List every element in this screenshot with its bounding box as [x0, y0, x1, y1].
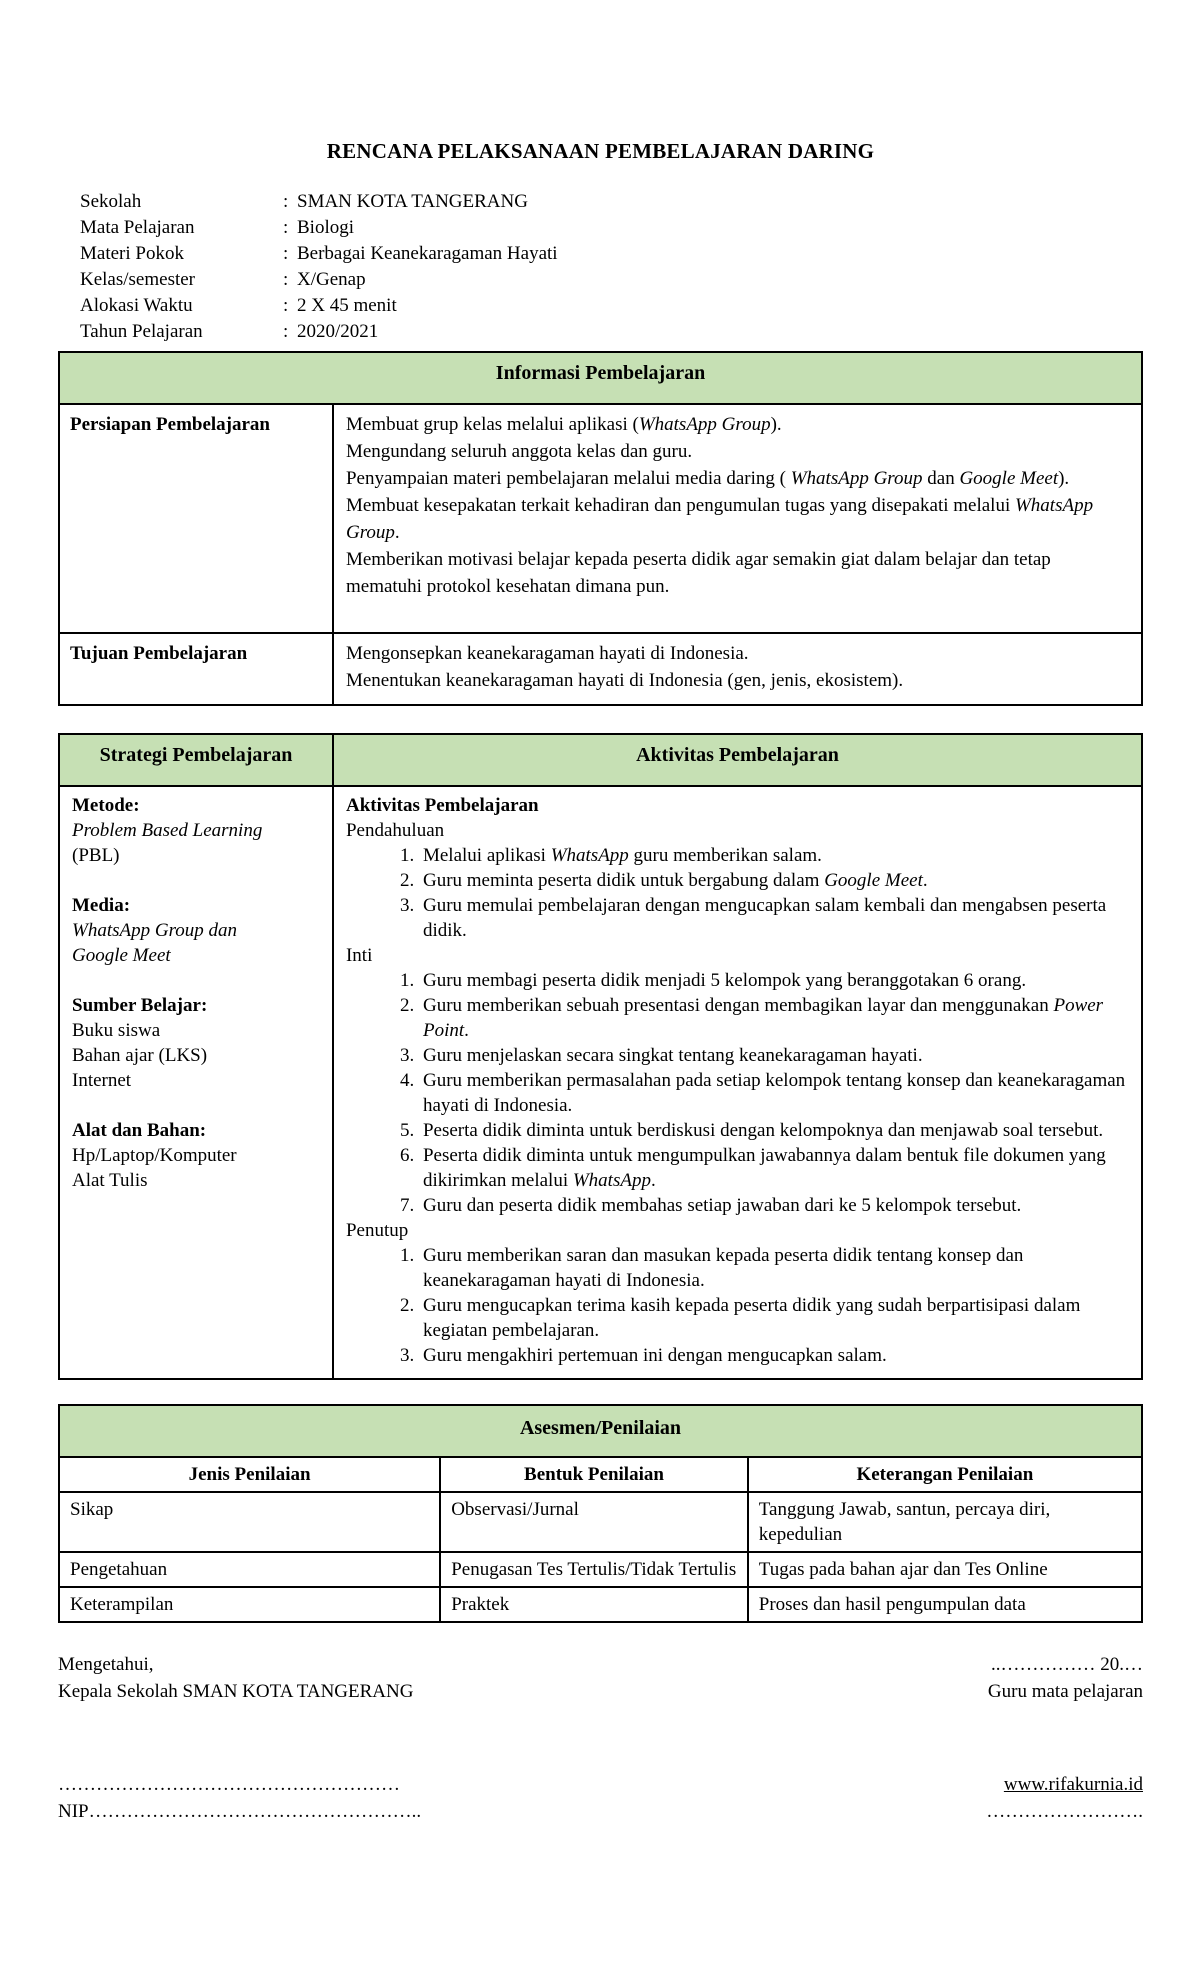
- meta-row: [80, 215, 1143, 241]
- info-line: Membuat grup kelas melalui aplikasi (WhatsApp Group).: [345, 414, 782, 435]
- assessment-column-header-row: [59, 1457, 1142, 1492]
- strategy-line: Media:: [72, 895, 131, 916]
- meta-label: Kelas/semester: [80, 269, 196, 290]
- meta-label: Alokasi Waktu: [80, 295, 193, 316]
- assessment-column-header: Keterangan Penilaian: [748, 1457, 1142, 1492]
- info-line: Memberikan motivasi belajar kepada peserta didik agar semakin giat dalam belajar dan tetap mematuhi protokol kesehatan dimana pun.: [345, 549, 1051, 597]
- activity-item: 1. Guru memberikan saran dan masukan kepada peserta didik tentang konsep dan keanekaragaman hayati di Indonesia.: [419, 1243, 1129, 1293]
- meta-row: [80, 319, 1143, 345]
- assessment-header: Asesmen/Penilaian: [59, 1405, 1142, 1457]
- activity-list: [346, 1243, 1129, 1368]
- strategy-line: Alat Tulis: [72, 1170, 148, 1191]
- activity-section-heading: Inti: [345, 945, 373, 966]
- assessment-column-header: Jenis Penilaian: [59, 1457, 440, 1492]
- info-line: Mengundang seluruh anggota kelas dan guru.: [345, 441, 693, 462]
- assessment-row: [59, 1552, 1142, 1587]
- meta-value: SMAN KOTA TANGERANG: [297, 191, 528, 212]
- activity-item: 7. Guru dan peserta didik membahas setiap jawaban dari ke 5 kelompok tersebut.: [419, 1193, 1129, 1218]
- meta-row: [80, 189, 1143, 215]
- strategy-line: Sumber Belajar:: [72, 995, 208, 1016]
- strategy-table: [58, 733, 1143, 1380]
- activity-item: 3. Guru mengakhiri pertemuan ini dengan mengucapkan salam.: [419, 1343, 1129, 1368]
- document-title: RENCANA PELAKSANAAN PEMBELAJARAN DARING: [326, 139, 875, 163]
- activity-section-heading: Pendahuluan: [345, 820, 445, 841]
- strategy-line: [72, 868, 320, 893]
- strategy-line: Metode:: [72, 795, 140, 816]
- date-dots: ..…………… 20.…: [991, 1654, 1143, 1675]
- strategy-line: [72, 1093, 320, 1118]
- name-dots-line: ………………………………………………: [58, 1774, 400, 1795]
- info-table-row: [59, 404, 1142, 633]
- info-row-label: Persiapan Pembelajaran: [59, 404, 333, 633]
- meta-value: X/Genap: [297, 269, 366, 290]
- meta-value: 2020/2021: [297, 321, 379, 342]
- meta-row: [80, 293, 1143, 319]
- assessment-column-header: Bentuk Penilaian: [440, 1457, 748, 1492]
- meta-block: [80, 189, 1143, 345]
- info-row-content: [333, 633, 1142, 705]
- meta-label: Mata Pelajaran: [80, 217, 195, 238]
- signature-left: [58, 1651, 413, 1705]
- activities-header: Aktivitas Pembelajaran: [333, 734, 1142, 786]
- meta-label: Materi Pokok: [80, 243, 184, 264]
- meta-colon: :: [283, 217, 289, 238]
- activity-item: 1. Guru membagi peserta didik menjadi 5 kelompok yang beranggotakan 6 orang.: [419, 968, 1129, 993]
- acknowledge-label: Mengetahui,: [58, 1654, 154, 1675]
- strategy-line: Alat dan Bahan:: [72, 1120, 207, 1141]
- meta-value: Biologi: [297, 217, 355, 238]
- info-line: Menentukan keanekaragaman hayati di Indonesia (gen, jenis, ekosistem).: [345, 670, 904, 691]
- meta-colon: :: [283, 191, 289, 212]
- activities-title: Aktivitas Pembelajaran: [345, 795, 539, 816]
- activity-item: 2. Guru meminta peserta didik untuk bergabung dalam Google Meet.: [419, 868, 1129, 893]
- activity-item: 2. Guru memberikan sebuah presentasi dengan membagikan layar dan menggunakan Power Point.: [419, 993, 1129, 1043]
- info-table-row: [59, 633, 1142, 705]
- activity-item: 2. Guru mengucapkan terima kasih kepada peserta didik yang sudah berpartisipasi dalam kegiatan pembelajaran.: [419, 1293, 1129, 1343]
- strategy-line: WhatsApp Group dan: [72, 920, 238, 941]
- strategy-line: Internet: [72, 1070, 132, 1091]
- activity-item: 6. Peserta didik diminta untuk mengumpulkan jawabannya dalam bentuk file dokumen yang dikirimkan melalui WhatsApp.: [419, 1143, 1129, 1193]
- signature-block-bottom: [58, 1771, 1143, 1825]
- assessment-table: [58, 1404, 1143, 1623]
- strategy-line: [72, 968, 320, 993]
- meta-value: Berbagai Keanekaragaman Hayati: [297, 243, 558, 264]
- assessment-cell: Sikap: [59, 1492, 440, 1552]
- info-table: [58, 351, 1143, 706]
- info-row-label: Tujuan Pembelajaran: [59, 633, 333, 705]
- meta-label: Tahun Pelajaran: [80, 321, 203, 342]
- assessment-cell: Observasi/Jurnal: [440, 1492, 748, 1552]
- meta-row: [80, 241, 1143, 267]
- assessment-cell: Keterampilan: [59, 1587, 440, 1622]
- assessment-cell: Praktek: [440, 1587, 748, 1622]
- activity-item: 3. Guru menjelaskan secara singkat tentang keanekaragaman hayati.: [419, 1043, 1129, 1068]
- headmaster-label: Kepala Sekolah SMAN KOTA TANGERANG: [58, 1681, 414, 1702]
- meta-row: [80, 267, 1143, 293]
- website-link[interactable]: www.rifakurnia.id: [1003, 1774, 1143, 1795]
- activity-item: 4. Guru memberikan permasalahan pada setiap kelompok tentang konsep dan keanekaragaman hayati di Indonesia.: [419, 1068, 1129, 1118]
- strategy-line: Bahan ajar (LKS): [72, 1045, 208, 1066]
- signature-right: [988, 1651, 1143, 1705]
- strategy-line: (PBL): [72, 845, 120, 866]
- teacher-dots-line: …………………….: [986, 1801, 1143, 1822]
- info-row-content: [333, 404, 1142, 633]
- nip-line: NIP……………………………………………..: [58, 1801, 422, 1822]
- signature-block-top: [58, 1651, 1143, 1705]
- strategy-line: Google Meet: [72, 945, 171, 966]
- info-table-header: Informasi Pembelajaran: [59, 352, 1142, 404]
- teacher-label: Guru mata pelajaran: [987, 1681, 1143, 1702]
- assessment-cell: Tanggung Jawab, santun, percaya diri, kepedulian: [748, 1492, 1142, 1552]
- activity-list: [346, 968, 1129, 1218]
- meta-colon: :: [283, 321, 289, 342]
- activity-list: [346, 843, 1129, 943]
- strategy-line: Hp/Laptop/Komputer: [72, 1145, 237, 1166]
- info-line: Membuat kesepakatan terkait kehadiran dan pengumulan tugas yang disepakati melalui WhatsApp Group.: [345, 495, 1094, 543]
- info-line: Penyampaian materi pembelajaran melalui media daring ( WhatsApp Group dan Google Meet).: [345, 468, 1070, 489]
- strategy-methods-cell: [59, 786, 333, 1379]
- activities-cell: [333, 786, 1142, 1379]
- activity-item: 1. Melalui aplikasi WhatsApp guru memberikan salam.: [419, 843, 1129, 868]
- meta-colon: :: [283, 243, 289, 264]
- signature-site-area: [986, 1771, 1143, 1825]
- assessment-row: [59, 1587, 1142, 1622]
- meta-value: 2 X 45 menit: [297, 295, 397, 316]
- assessment-cell: Proses dan hasil pengumpulan data: [748, 1587, 1142, 1622]
- assessment-cell: Tugas pada bahan ajar dan Tes Online: [748, 1552, 1142, 1587]
- assessment-row: [59, 1492, 1142, 1552]
- meta-colon: :: [283, 269, 289, 290]
- assessment-cell: Penugasan Tes Tertulis/Tidak Tertulis: [440, 1552, 748, 1587]
- strategy-header: Strategi Pembelajaran: [59, 734, 333, 786]
- strategy-line: Problem Based Learning: [72, 820, 263, 841]
- meta-label: Sekolah: [80, 191, 142, 212]
- activity-item: 3. Guru memulai pembelajaran dengan mengucapkan salam kembali dan mengabsen peserta didik.: [419, 893, 1129, 943]
- activity-section-heading: Penutup: [345, 1220, 409, 1241]
- signature-name-area: [58, 1771, 421, 1825]
- strategy-line: Buku siswa: [72, 1020, 161, 1041]
- activity-item: 5. Peserta didik diminta untuk berdiskusi dengan kelompoknya dan menjawab soal tersebut.: [419, 1118, 1129, 1143]
- assessment-cell: Pengetahuan: [59, 1552, 440, 1587]
- info-line: Mengonsepkan keanekaragaman hayati di Indonesia.: [345, 643, 749, 664]
- meta-colon: :: [283, 295, 289, 316]
